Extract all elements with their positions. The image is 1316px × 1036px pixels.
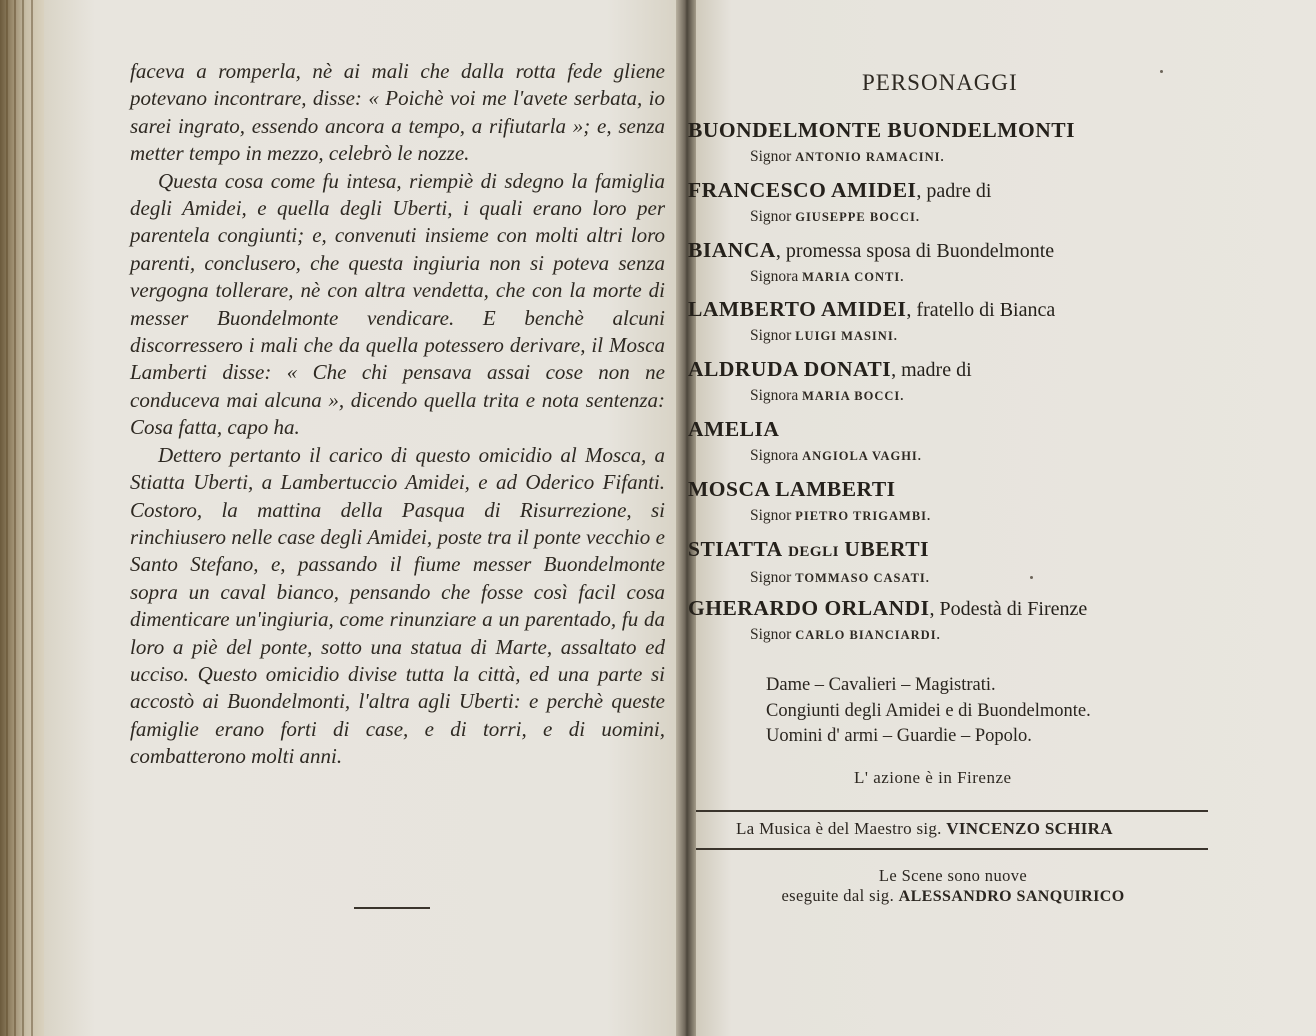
character-name: LAMBERTO AMIDEI — [688, 297, 907, 322]
singer-title: Signor — [750, 327, 792, 345]
singer-title: Signora — [750, 267, 799, 285]
scenographer-last-name: SANQUIRICO — [1016, 888, 1125, 905]
singer-name: GIUSEPPE BOCCI. — [795, 209, 920, 224]
character-name: ALDRUDA DONATI — [688, 357, 892, 382]
scenery-credit — [760, 866, 1146, 907]
singer-name: MARIA CONTI. — [802, 269, 905, 284]
singer-title: Signor — [750, 207, 792, 225]
character-name: BUONDELMONTE BUONDELMONTI — [688, 118, 1075, 142]
extras-list — [766, 673, 1091, 750]
character-name: MOSCA LAMBERTI — [688, 476, 896, 501]
cast-entry — [688, 176, 1188, 236]
divider-bottom — [696, 848, 1208, 850]
end-rule — [354, 907, 430, 909]
cast-entry — [688, 594, 1188, 654]
music-prefix: La Musica è del Maestro sig. — [736, 819, 942, 838]
extras-line: Dame – Cavalieri – Magistrati. — [766, 675, 996, 695]
composer-last-name: SCHIRA — [1044, 819, 1113, 838]
cast-entry — [688, 295, 1188, 355]
cast-entry — [688, 535, 1188, 595]
extras-line: Uomini d' armi – Guardie – Popolo. — [766, 726, 1032, 746]
character-relation: , padre di — [916, 179, 992, 202]
paragraph-2: Questa cosa come fu intesa, riempiè di sdegno la famiglia degli Amidei, e quella degli Uberti, i quali erano loro per parentela congiunti; e, convenuti insieme con molti altri loro parenti, conclusero, che questa ingiuria non si poteva senza vergogna tollerare, nè con altra vendetta, che con la morte di messer Buondelmonte vendicare. E benchè alcuni discorressero i mali che da quella potessero derivare, il Mosca Lamberti disse: « Che chi pensava assai cose non ne conduceva mai alcuna », dicendo quella trita e nota sentenza: Cosa fatta, capo ha. — [130, 168, 665, 440]
singer-title: Signora — [750, 446, 799, 464]
left-page-text — [130, 58, 665, 771]
character-name: FRANCESCO AMIDEI — [688, 177, 917, 202]
scenery-line-1: Le Scene sono nuove — [878, 866, 1028, 885]
character-name-2: UBERTI — [844, 536, 930, 561]
character-name: STIATTA — [688, 536, 783, 561]
cast-entry — [688, 415, 1188, 475]
composer-first-name: VINCENZO — [946, 819, 1041, 838]
character-name: BIANCA — [688, 237, 776, 262]
left-book-edge — [0, 0, 48, 1036]
singer-title: Signor — [750, 148, 792, 165]
paragraph-3: Dettero pertanto il carico di questo omicidio al Mosca, a Stiatta Uberti, a Lambertuccio Amidei, e ad Oderico Fifanti. Costoro, la mattina della Pasqua di Risurrezione, si rinchiusero nelle case degli Amidei, poste tra il ponte vecchio e Santo Stefano, e, passando il fiume messer Buondelmonte sopra un caval bianco, pensando che fosse così facil cosa dimenticare un'ingiuria, come rinunziare a un parentado, fu da loro a piè del ponte, sotto una statua di Marte, assaltato ed ucciso. Questo omicidio divise tutta la città, ed una parte si accostò ai Buondelmonti, l'altra agli Uberti: e perchè queste famiglie erano forti di case, e di torri, e di uomini, combatterono molti anni. — [130, 442, 665, 769]
character-name: GHERARDO ORLANDI — [688, 596, 930, 621]
singer-title: Signor — [750, 506, 792, 524]
singer-name: ANGIOLA VAGHI. — [802, 448, 922, 463]
divider-top — [696, 810, 1208, 812]
singer-name: MARIA BOCCI. — [802, 389, 905, 404]
singer-name: PIETRO TRIGAMBI. — [795, 508, 932, 523]
character-relation: , Podestà di Firenze — [929, 598, 1088, 621]
cast-entry — [688, 116, 1188, 176]
singer-name: TOMMASO CASATI. — [795, 570, 930, 585]
singer-title: Signor — [750, 626, 792, 644]
character-particle: DEGLI — [788, 543, 839, 560]
scenographer-first-name: ALESSANDRO — [898, 888, 1012, 905]
extras-line: Congiunti degli Amidei e di Buondelmonte. — [766, 700, 1091, 721]
page-title: PERSONAGGI — [862, 70, 1018, 95]
music-credit — [736, 819, 1113, 839]
cast-entry — [688, 475, 1188, 535]
cast-list — [688, 116, 1188, 654]
cast-entry — [688, 355, 1188, 415]
cast-entry — [688, 236, 1188, 296]
singer-name: ANTONIO RAMACINI. — [795, 150, 945, 164]
singer-title: Signor — [750, 568, 792, 586]
character-name: AMELIA — [688, 416, 780, 441]
paragraph-1: faceva a romperla, nè ai mali che dalla rotta fede gliene potevano incontrare, disse: « Poichè voi me l'avete serbata, io sarei ingrato, essendo ancora a tempo, a rifiutarla »; e, senza metter tempo in mezzo, celebrò le nozze. — [130, 59, 665, 166]
character-relation: , madre di — [891, 359, 972, 382]
character-relation: , promessa sposa di Buondelmonte — [775, 239, 1055, 262]
setting-line: L' azione è in Firenze — [854, 768, 1012, 787]
singer-name: LUIGI MASINI. — [795, 329, 898, 344]
paper-speck — [1030, 576, 1033, 579]
character-relation: , fratello di Bianca — [906, 299, 1056, 322]
paper-speck — [1160, 70, 1163, 73]
scenery-prefix: eseguite dal sig. — [781, 886, 895, 905]
singer-name: CARLO BIANCIARDI. — [795, 628, 941, 643]
singer-title: Signora — [750, 387, 799, 405]
